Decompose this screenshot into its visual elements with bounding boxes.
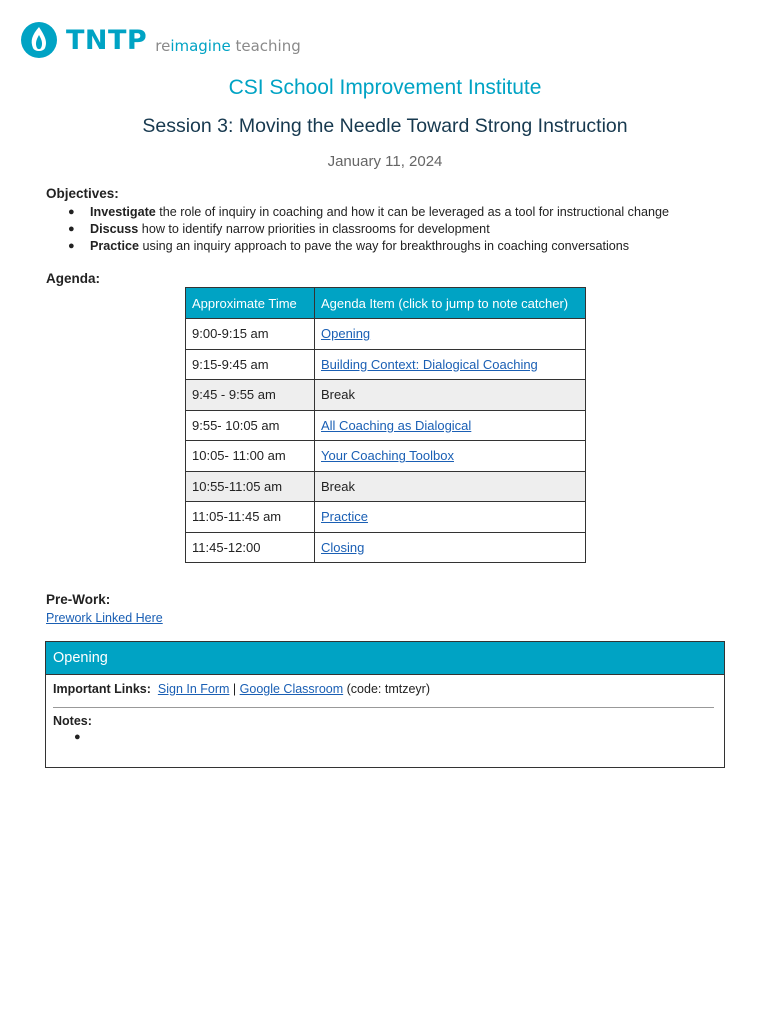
agenda-time: 9:45 - 9:55 am xyxy=(186,380,315,411)
agenda-label: Agenda: xyxy=(46,271,100,286)
classroom-code: (code: tmtzeyr) xyxy=(343,682,430,696)
agenda-time: 10:55-11:05 am xyxy=(186,471,315,502)
agenda-link-coaching-toolbox[interactable]: Your Coaching Toolbox xyxy=(321,448,454,464)
header-time: Approximate Time xyxy=(186,288,315,319)
agenda-link-opening[interactable]: Opening xyxy=(321,326,371,342)
table-row xyxy=(186,319,586,350)
table-row xyxy=(186,532,586,563)
tntp-logo xyxy=(20,20,301,60)
agenda-table xyxy=(185,287,586,563)
agenda-time: 10:05- 11:00 am xyxy=(186,441,315,472)
header-item: Agenda Item (click to jump to note catcher) xyxy=(315,288,586,319)
objective-item: ● Practice using an inquiry approach to pave the way for breakthroughs in coaching conversations xyxy=(68,238,669,255)
google-classroom-link[interactable]: Google Classroom xyxy=(239,682,344,696)
link-separator: | xyxy=(229,682,240,696)
logo-name: TNTP xyxy=(66,24,148,56)
objective-item: ● Investigate the role of inquiry in coaching and how it can be leveraged as a tool for instructional change xyxy=(68,204,669,221)
prework-label: Pre-Work: xyxy=(46,592,111,607)
table-row xyxy=(186,380,586,411)
objectives-list xyxy=(68,204,669,255)
logo-tagline: reimagine teaching xyxy=(155,37,301,55)
agenda-time: 9:55- 10:05 am xyxy=(186,410,315,441)
agenda-time: 11:05-11:45 am xyxy=(186,502,315,533)
table-row xyxy=(186,441,586,472)
objectives-label: Objectives: xyxy=(46,186,119,201)
table-row xyxy=(186,471,586,502)
agenda-time: 9:15-9:45 am xyxy=(186,349,315,380)
doc-title: CSI School Improvement Institute xyxy=(228,76,542,99)
agenda-time: 9:00-9:15 am xyxy=(186,319,315,350)
important-links-label: Important Links: xyxy=(53,682,151,696)
important-links xyxy=(53,682,430,696)
agenda-item-break: Break xyxy=(315,471,586,502)
agenda-header-row xyxy=(186,288,586,319)
agenda-link-building-context[interactable]: Building Context: Dialogical Coaching xyxy=(321,356,538,372)
objective-item: ● Discuss how to identify narrow priorities in classrooms for development xyxy=(68,221,669,238)
flame-logo-icon xyxy=(20,21,58,59)
table-row xyxy=(186,349,586,380)
opening-heading: Opening xyxy=(46,642,724,675)
table-row xyxy=(186,502,586,533)
notes-label: Notes: xyxy=(53,714,92,728)
notes-bullet-icon[interactable]: ● xyxy=(74,731,81,743)
table-row xyxy=(186,410,586,441)
agenda-time: 11:45-12:00 xyxy=(186,532,315,563)
opening-note-catcher xyxy=(45,641,725,768)
agenda-link-practice[interactable]: Practice xyxy=(321,509,368,525)
agenda-link-all-coaching[interactable]: All Coaching as Dialogical xyxy=(321,417,472,433)
agenda-link-closing[interactable]: Closing xyxy=(321,539,365,555)
agenda-item-break: Break xyxy=(315,380,586,411)
prework-link[interactable]: Prework Linked Here xyxy=(46,611,163,625)
doc-date: January 11, 2024 xyxy=(327,153,443,170)
divider xyxy=(53,707,714,708)
sign-in-form-link[interactable]: Sign In Form xyxy=(157,682,230,696)
doc-subtitle: Session 3: Moving the Needle Toward Strong Instruction xyxy=(142,115,628,137)
